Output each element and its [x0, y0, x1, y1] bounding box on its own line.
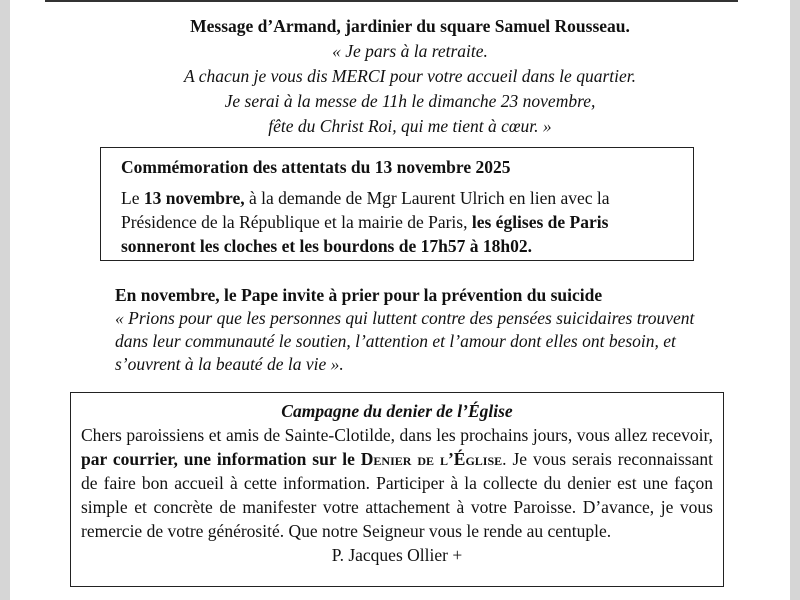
right-edge-shadow	[790, 0, 800, 600]
armand-message-title: Message d’Armand, jardinier du square Samuel Rousseau.	[190, 16, 630, 36]
denier-title: Campagne du denier de l’Église	[281, 401, 513, 421]
commemoration-bells: les églises de Paris sonneront les cloches et les bourdons de 17h57 à 18h02.	[121, 212, 609, 256]
pope-prayer-quote: « Prions pour que les personnes qui luttent contre des pensées suicidaires trouvent dans leur communauté le soutien, l’attention et l’amour dont elles ont besoin, et s’ouvrent à la beauté de la vie ».	[115, 308, 695, 374]
commemoration-box	[100, 147, 694, 261]
left-edge-shadow	[0, 0, 10, 600]
armand-message-line: fête du Christ Roi, qui me tient à cœur. »	[268, 116, 552, 136]
commemoration-body	[121, 186, 681, 258]
commemoration-text: Le	[121, 188, 144, 208]
commemoration-title: Commémoration des attentats du 13 novembre 2025	[121, 157, 511, 177]
denier-box	[70, 392, 724, 587]
denier-text: . Je vous serais reconnaissant de faire bon accueil à cette information. Participer à la collecte du denier est une façon simple et concrète de manifester votre attachement à votre Paroisse. D’avance, je vous remercie de votre générosité. Que notre Seigneur vous le rende au centuple.	[81, 449, 713, 541]
pope-prayer	[115, 284, 715, 376]
armand-message-line: A chacun je vous dis MERCI pour votre accueil dans le quartier.	[183, 66, 636, 86]
top-border-line	[45, 0, 738, 2]
commemoration-text: à la demande de Mgr Laurent Ulrich en lien avec la Présidence de la République et la mairie de Paris,	[121, 188, 610, 232]
denier-text: Chers paroissiens et amis de Sainte-Clotilde, dans les prochains jours, vous allez recevoir,	[81, 425, 713, 445]
armand-message	[100, 14, 720, 139]
pope-prayer-title: En novembre, le Pape invite à prier pour la prévention du suicide	[115, 285, 603, 305]
denier-emphasis: par courrier, une information sur le	[81, 449, 361, 469]
denier-name: Denier de l’Église	[360, 449, 503, 469]
denier-body	[81, 423, 713, 543]
denier-signature: P. Jacques Ollier +	[331, 545, 463, 565]
commemoration-date: 13 novembre,	[143, 188, 245, 208]
armand-message-line: Je serai à la messe de 11h le dimanche 23 novembre,	[224, 91, 596, 111]
armand-message-line: « Je pars à la retraite.	[332, 41, 488, 61]
